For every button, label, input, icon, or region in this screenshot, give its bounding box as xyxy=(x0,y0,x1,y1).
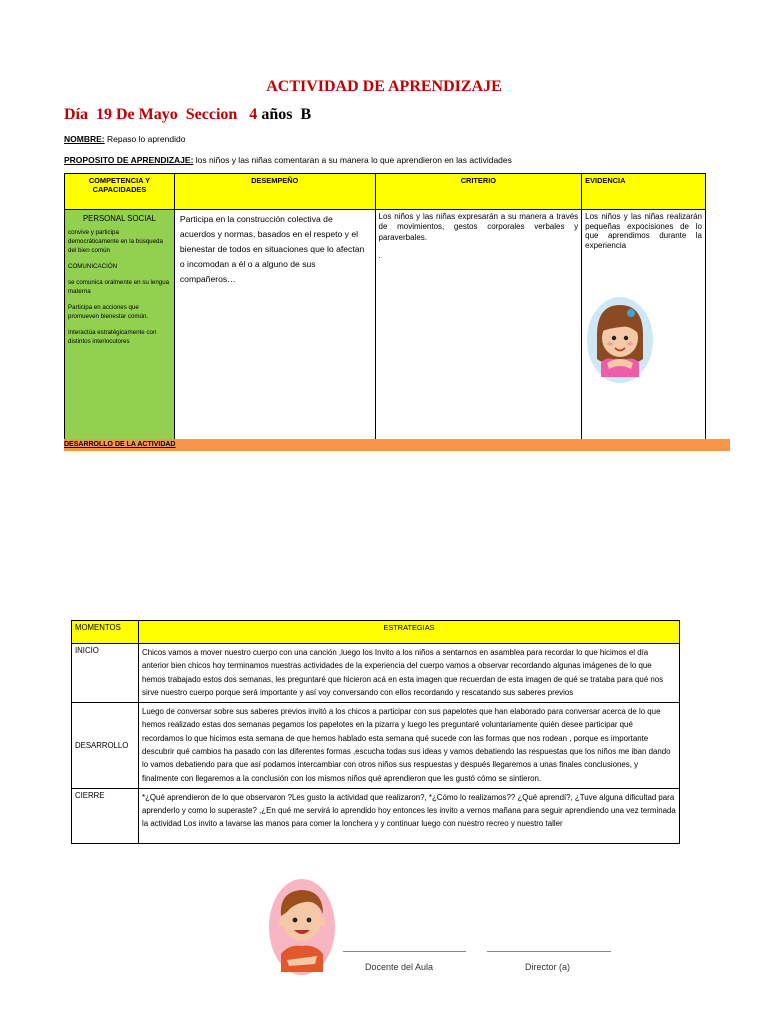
header-estrategias: ESTRATEGIAS xyxy=(139,621,680,644)
nombre-value: Repaso lo aprendido xyxy=(104,134,186,144)
table-row xyxy=(72,703,680,789)
day-line-date: Día 19 De Mayo Seccion 4 xyxy=(64,106,258,123)
table-header-row xyxy=(72,621,680,644)
header-criterio: CRITERIO xyxy=(375,174,582,210)
boy-illustration-icon xyxy=(265,876,339,978)
criterio-dot: . xyxy=(378,251,381,261)
desarrollo-bar: DESARROLLO DE LA ACTIVIDAD xyxy=(64,439,730,451)
competencia-cell xyxy=(65,210,175,441)
girl-illustration-icon xyxy=(583,293,657,387)
page-title: ACTIVIDAD DE APRENDIZAJE xyxy=(266,78,502,95)
evidencia-text: Los niños y las niñas realizarán pequeñas expocisiones de lo que aprendimos durante la experiencia xyxy=(585,212,702,250)
nombre-line xyxy=(64,134,185,144)
nombre-label: NOMBRE: xyxy=(64,134,105,144)
estrategia-cierre: *¿Qué aprendieron de lo que observaron ?Les gusto la actividad que realizaron?, *¿Cómo lo realizamos?? ¿Qué aprendí?, ¿Tuve alguna dificultad para aprenderlo y como lo superaste? ,¿En qué me servirá lo aprendido hoy entonces les invito a vernos mañana para seguir aprendiendo una vez terminada la actividad Los invito a lavarse las manos para comer la lonchera y y continuar luego con nuestro recreo y nuestro taller xyxy=(139,788,680,843)
day-line xyxy=(64,106,311,124)
docente-label: Docente del Aula xyxy=(365,962,434,972)
docente-signature-line xyxy=(343,951,466,952)
competencia-item: Participa en acciones que promueven bienestar común. xyxy=(68,303,149,320)
momento-desarrollo: DESARROLLO xyxy=(72,703,139,789)
day-line-age: años B xyxy=(257,106,312,123)
competencia-item: Interactúa estratégicamente con distintos interlocutores xyxy=(68,328,157,345)
director-label: Director (a) xyxy=(525,962,571,972)
criterio-text: Los niños y las niñas expresarán a su manera a través de movimientos, gestos corporales verbales y paraverbales. xyxy=(378,212,579,242)
proposito-value: los niños y las niñas comentaran a su manera lo que aprendieron en las actividades xyxy=(193,155,512,165)
header-competencia: COMPETENCIA Y CAPACIDADES xyxy=(65,174,175,210)
momento-inicio: INICIO xyxy=(72,644,139,703)
competencia-item: se comunica oralmente en su lengua materna xyxy=(68,278,170,295)
header-evidencia: EVIDENCIA xyxy=(582,174,706,210)
area-comunicacion: COMUNICACIÓN xyxy=(68,262,118,270)
table-header-row xyxy=(65,174,706,210)
director-signature-line xyxy=(487,951,611,952)
header-desempeno: DESEMPEÑO xyxy=(174,174,375,210)
criterio-cell xyxy=(375,210,582,441)
desempeno-cell xyxy=(174,210,375,441)
table-row xyxy=(72,788,680,843)
desempeno-text: Participa en la construcción colectiva de acuerdos y normas, basados en el respeto y el bienestar de todos en situaciones que lo afectan o incomodan a él o a alguno de sus compañeros… xyxy=(179,214,365,285)
proposito-line xyxy=(64,155,512,165)
proposito-label: PROPOSITO DE APRENDIZAJE: xyxy=(64,155,194,165)
momento-cierre: CIERRE xyxy=(72,788,139,843)
table-row xyxy=(72,644,680,703)
momentos-table xyxy=(71,620,680,844)
competencia-item: convive y participa democráticamente en la búsqueda del bien común xyxy=(68,229,163,254)
estrategia-inicio: Chicos vamos a mover nuestro cuerpo con una canción ,luego los Invito a los niños a sentarnos en asamblea para recordar lo que hicimos el día anterior bien chicos hoy terminamos nuestras actividades de la experiencia del cuerpo vamos a observar recordando algunas imágenes de lo que hemos trabajado estos dos semanas, les preguntaré que hicieron acá en esta imagen que recuerdan de esta imagen de qué se trataba para qué nos sirve nuestro cuerpo porque será importante y así voy conversando con ellos recordando y rescatando sus saberes previos xyxy=(139,644,680,703)
estrategia-desarrollo: Luego de conversar sobre sus saberes previos invitó a los chicos a participar con sus papelotes que han elaborado para conversar acerca de lo que hemos realizado estas dos semanas pegamos los papelotes en la pizarra y luego les preguntaré voluntariamente quién desee participar qué recordamos lo que hicimos esta semana de que hemos hablado esta semana qué sucede con las formas que nos rodean , porque es importante descubrir qué cambios ha pasado con las diferentes formas ,escucha todas sus ideas y vamos debatiendo las respuestas que los niños me iban dando lo vamos debatiendo para que así podamos intercambiar con otros niños sus respuestas y después llegaremos a unas finales conclusiones, y finalmente con llegaremos a la conclusión con los mismos niños qué aprendieron que les gustó cómo se sintieron. xyxy=(139,703,680,789)
header-momentos: MOMENTOS xyxy=(72,621,139,644)
area-personal-social: PERSONAL SOCIAL xyxy=(82,214,156,223)
